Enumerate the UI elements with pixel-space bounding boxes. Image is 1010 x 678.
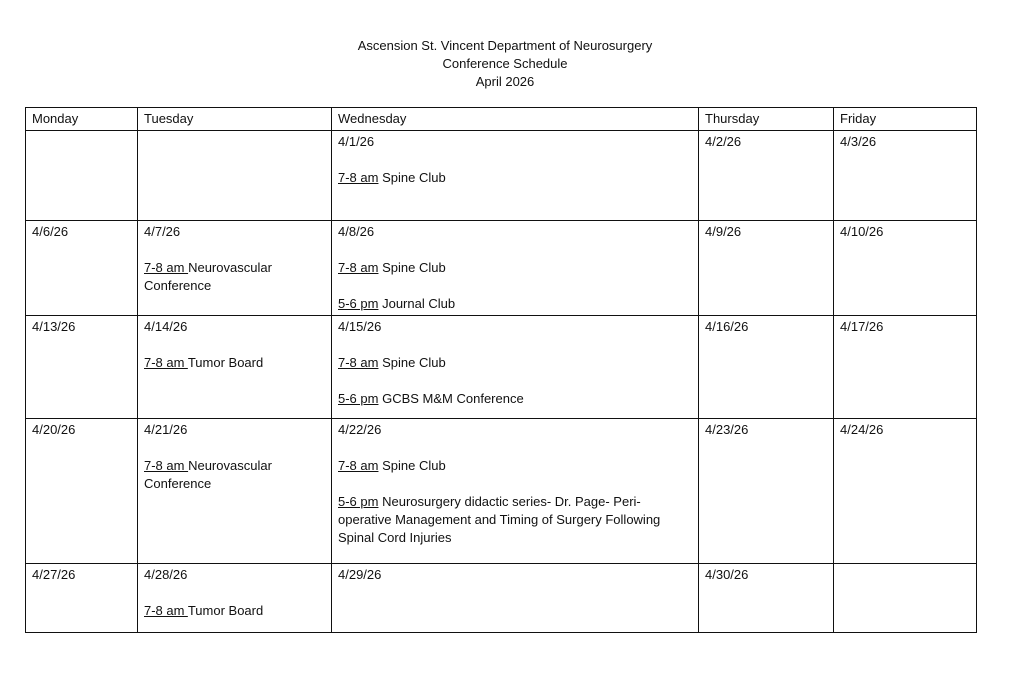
day-cell-tuesday	[138, 563, 332, 632]
date-label: 4/9/26	[705, 224, 742, 240]
date-label: 4/10/26	[840, 224, 884, 240]
day-cell-thursday	[699, 131, 834, 221]
date-label: 4/2/26	[705, 134, 742, 149]
date-label: 4/24/26	[840, 421, 884, 437]
event-time: 7-8 am	[144, 457, 189, 473]
event-time: 7-8 am	[338, 355, 379, 371]
day-cell-thursday	[699, 221, 834, 316]
event-time: 5-6 pm	[338, 493, 379, 509]
day-cell-thursday	[699, 418, 834, 563]
day-cell-tuesday	[138, 418, 332, 563]
date-label: 4/23/26	[705, 421, 749, 437]
date-label: 4/6/26	[32, 224, 69, 240]
event-item	[144, 602, 325, 620]
day-cell-monday	[26, 131, 138, 221]
weeks-body	[26, 131, 977, 633]
event-title: Spine Club	[382, 260, 446, 276]
event-title: Spine Club	[382, 355, 446, 371]
event-title: Spine Club	[382, 457, 446, 473]
day-cell-tuesday	[138, 221, 332, 316]
date-label: 4/14/26	[144, 319, 188, 335]
event-time: 7-8 am	[144, 355, 188, 371]
day-header-tuesday: Tuesday	[138, 108, 332, 131]
day-cell-friday	[834, 316, 977, 418]
date-label: 4/28/26	[144, 566, 188, 582]
event-item	[338, 390, 692, 408]
event-title: Neurovascular Conference	[144, 260, 272, 294]
date-label: 4/17/26	[840, 319, 884, 335]
event-title: Spine Club	[382, 170, 446, 185]
department-title: Ascension St. Vincent Department of Neurosurgery	[357, 38, 653, 53]
event-title: Neurosurgery didactic series- Dr. Page- Peri-operative Management and Timing of Surgery Following Spinal Cord Injuries	[338, 493, 661, 545]
week-row	[26, 316, 977, 418]
week-row	[26, 418, 977, 563]
event-item	[338, 354, 692, 372]
day-cell-monday	[26, 221, 138, 316]
event-item	[338, 493, 692, 547]
day-header-thursday: Thursday	[699, 108, 834, 131]
date-label: 4/1/26	[338, 134, 375, 149]
date-label: 4/29/26	[338, 566, 382, 582]
event-item	[338, 259, 692, 277]
event-time: 7-8 am	[338, 260, 379, 276]
event-item	[144, 354, 325, 372]
event-time: 5-6 pm	[338, 391, 379, 407]
day-cell-friday	[834, 563, 977, 632]
day-cell-friday	[834, 131, 977, 221]
week-row	[26, 563, 977, 632]
day-cell-friday	[834, 418, 977, 563]
day-header-wednesday: Wednesday	[332, 108, 699, 131]
event-item	[144, 259, 325, 295]
week-row	[26, 221, 977, 316]
event-title: Tumor Board	[187, 602, 264, 618]
event-item	[338, 457, 692, 475]
event-item	[144, 457, 325, 493]
day-cell-tuesday	[138, 316, 332, 418]
day-cell-monday	[26, 316, 138, 418]
day-cell-wednesday	[332, 221, 699, 316]
event-time: 7-8 am	[144, 602, 188, 618]
day-cell-friday	[834, 221, 977, 316]
date-label: 4/15/26	[338, 319, 382, 335]
day-cell-monday	[26, 563, 138, 632]
day-cell-monday	[26, 418, 138, 563]
date-label: 4/3/26	[840, 134, 877, 149]
day-cell-tuesday	[138, 131, 332, 221]
day-cell-thursday	[699, 563, 834, 632]
date-label: 4/7/26	[144, 224, 181, 240]
date-label: 4/16/26	[705, 319, 749, 335]
schedule-subtitle: Conference Schedule	[442, 56, 568, 71]
event-title: Tumor Board	[187, 355, 264, 371]
event-item	[338, 295, 692, 313]
day-cell-wednesday	[332, 131, 699, 221]
date-label: 4/22/26	[338, 421, 382, 437]
date-label: 4/20/26	[32, 421, 76, 437]
event-title: Journal Club	[382, 296, 456, 312]
day-cell-thursday	[699, 316, 834, 418]
event-time: 7-8 am	[338, 457, 379, 473]
date-label: 4/8/26	[338, 224, 375, 240]
day-header-monday: Monday	[26, 108, 138, 131]
day-cell-wednesday	[332, 418, 699, 563]
day-cell-wednesday	[332, 563, 699, 632]
event-time: 7-8 am	[144, 260, 189, 276]
event-title: GCBS M&M Conference	[382, 391, 524, 407]
event-time: 7-8 am	[338, 170, 379, 185]
event-title: Neurovascular Conference	[144, 457, 272, 491]
event-item	[338, 169, 692, 187]
date-label: 4/30/26	[705, 566, 749, 582]
event-time: 5-6 pm	[338, 296, 379, 312]
month-label: April 2026	[475, 74, 535, 89]
date-label: 4/13/26	[32, 319, 76, 335]
schedule-table	[25, 107, 977, 633]
date-label: 4/27/26	[32, 566, 76, 582]
week-row	[26, 131, 977, 221]
date-label: 4/21/26	[144, 421, 188, 437]
day-header-row	[26, 108, 977, 131]
day-cell-wednesday	[332, 316, 699, 418]
day-header-friday: Friday	[834, 108, 977, 131]
document-header	[0, 37, 1010, 91]
